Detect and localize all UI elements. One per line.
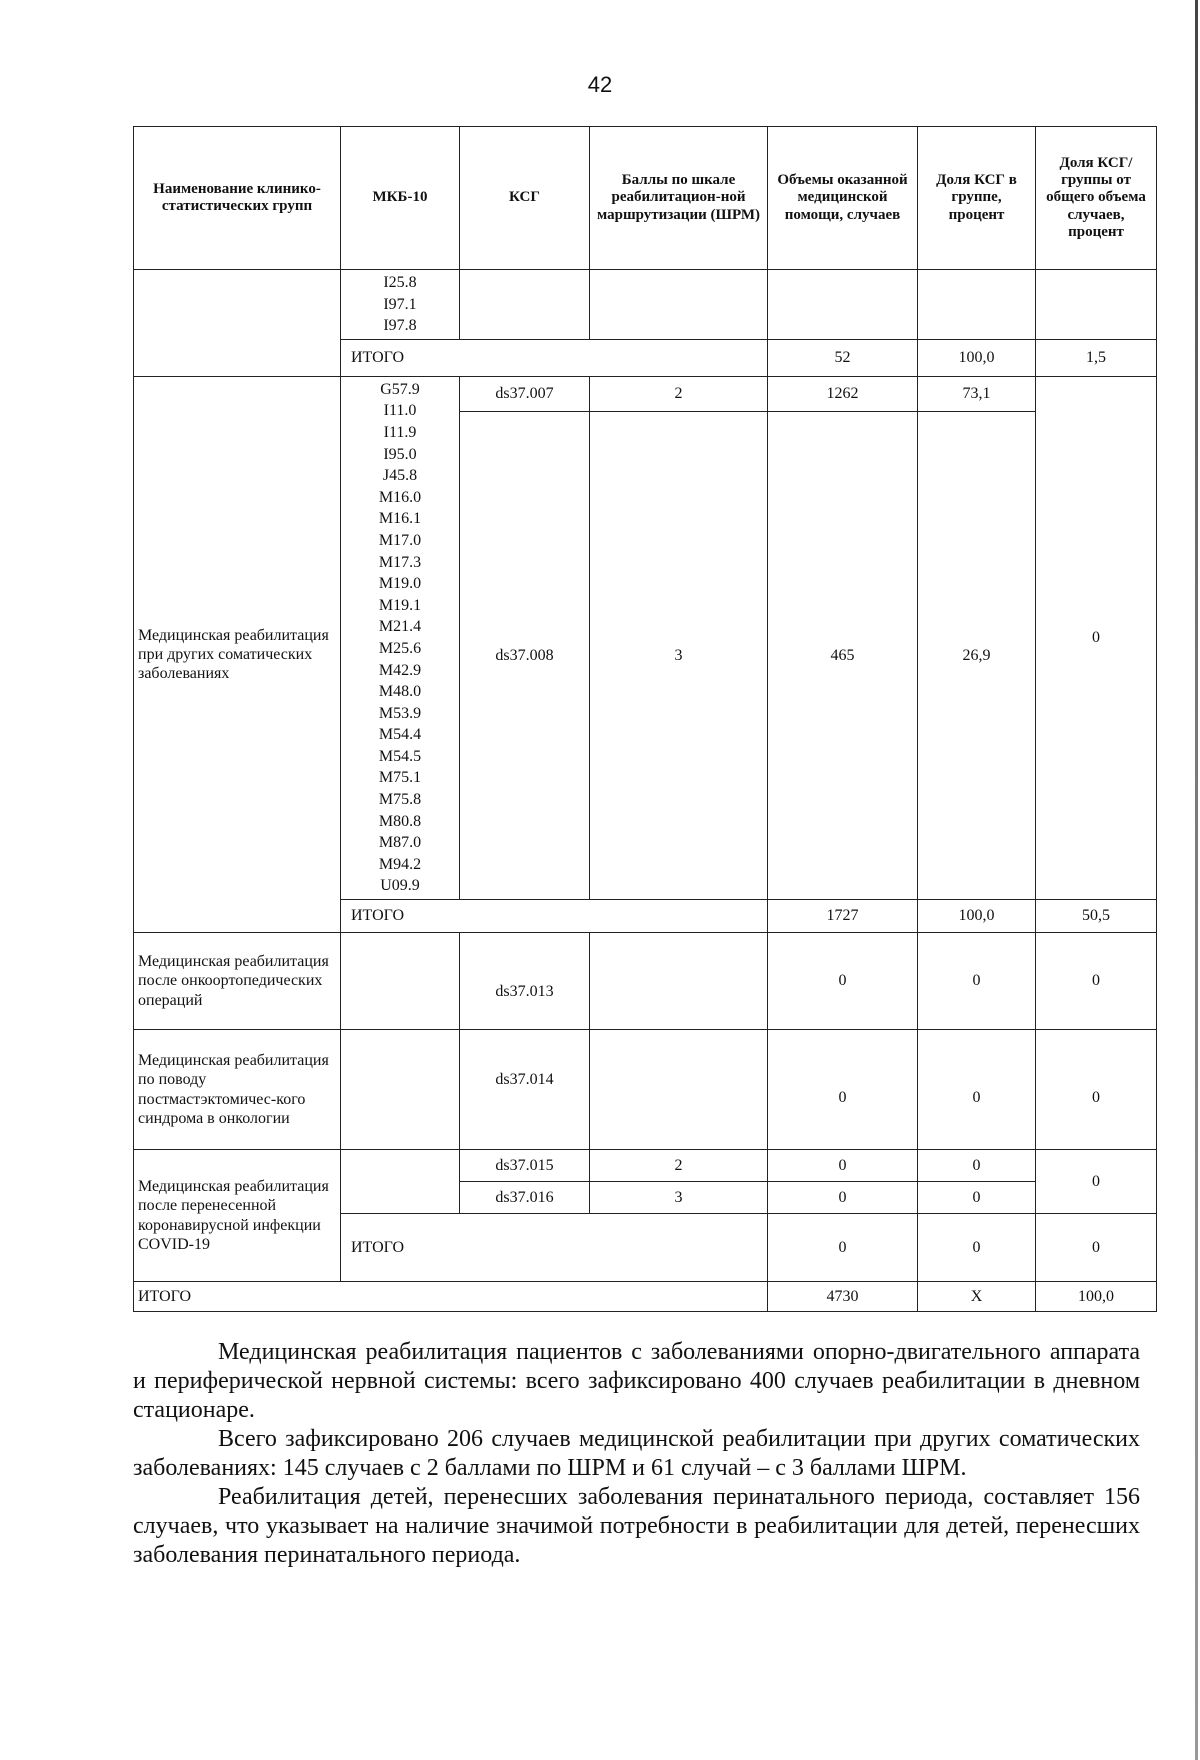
- share-group: 0: [918, 1030, 1036, 1150]
- grand-total-row: [134, 1282, 1157, 1312]
- mkb-code: M19.0: [378, 575, 422, 593]
- group-name: Медицинская реабилитация по поводу постмастэктомичес-кого синдрома в онкологии: [134, 1030, 341, 1150]
- mkb-code: M19.1: [378, 596, 422, 614]
- ksg-code: ds37.016: [460, 1182, 590, 1214]
- volume: 0: [768, 1150, 918, 1182]
- group-name: Медицинская реабилитация после перенесенной коронавирусной инфекции COVID-19: [134, 1150, 341, 1282]
- table-header-row: [134, 127, 1157, 270]
- table-row: [134, 376, 1157, 411]
- paragraph: Всего зафиксировано 206 случаев медицинской реабилитации при других соматических заболеваниях: 145 случаев с 2 баллами по ШРМ и 61 случай – с 3 баллами ШРМ.: [133, 1426, 1140, 1481]
- subtotal-share-total: 0: [1036, 1214, 1157, 1282]
- mkb-code: M16.0: [378, 488, 422, 506]
- grand-total-volume: 4730: [768, 1282, 918, 1312]
- share-group: 0: [918, 933, 1036, 1030]
- subtotal-volume: 1727: [768, 900, 918, 933]
- shrm-score: 3: [590, 412, 768, 900]
- header-group: Наименование клинико-статистических групп: [134, 127, 341, 270]
- mkb-code: M17.3: [378, 553, 422, 571]
- mkb-code: M53.9: [378, 704, 422, 722]
- ksg-statistics-table: [133, 126, 1157, 1312]
- mkb-code: J45.8: [382, 467, 418, 485]
- page-number: 42: [587, 72, 613, 97]
- mkb-code: I97.1: [383, 295, 417, 313]
- group-name: Медицинская реабилитация после онкоортопедических операций: [134, 933, 341, 1030]
- mkb-code: M75.8: [378, 791, 422, 809]
- mkb-code: M25.6: [378, 639, 422, 657]
- volume: 0: [768, 1182, 918, 1214]
- mkb-code: I11.0: [383, 402, 417, 420]
- ksg-code: ds37.008: [460, 412, 590, 900]
- volume: 0: [768, 1030, 918, 1150]
- share-total: 0: [1036, 1030, 1157, 1150]
- subtotal-volume: 0: [768, 1214, 918, 1282]
- subtotal-label: ИТОГО: [341, 339, 768, 376]
- header-ksg: КСГ: [460, 127, 590, 270]
- mkb-code: M21.4: [378, 618, 422, 636]
- paragraph: Медицинская реабилитация пациентов с заболеваниями опорно-двигательного аппарата и периферической нервной системы: всего зафиксировано 400 случаев реабилитации в дневном стационаре.: [133, 1339, 1140, 1423]
- mkb-codes-block2: [341, 376, 460, 899]
- body-text: [133, 1338, 1140, 1570]
- ksg-code: ds37.015: [460, 1150, 590, 1182]
- mkb-code: U09.9: [380, 877, 420, 895]
- mkb-code: I11.9: [383, 423, 417, 441]
- volume: 1262: [768, 376, 918, 411]
- subtotal-share-group: 0: [918, 1214, 1036, 1282]
- header-share-total: Доля КСГ/ группы от общего объема случаев, процент: [1036, 127, 1157, 270]
- share-total: 0: [1036, 376, 1157, 899]
- shrm-score: 3: [590, 1182, 768, 1214]
- mkb-code: M54.5: [378, 747, 422, 765]
- mkb-code: I95.0: [383, 445, 417, 463]
- subtotal-volume: 52: [768, 339, 918, 376]
- group-name: Медицинская реабилитация при других соматических заболеваниях: [134, 376, 341, 932]
- share-group: 0: [918, 1150, 1036, 1182]
- subtotal-label: ИТОГО: [341, 1214, 768, 1282]
- group-cell-empty: [134, 270, 341, 377]
- header-volume: Объемы оказанной медицинской помощи, случаев: [768, 127, 918, 270]
- mkb-code: M42.9: [378, 661, 422, 679]
- mkb-code: M94.2: [378, 855, 422, 873]
- table-row: [134, 1030, 1157, 1150]
- table-row: [134, 933, 1157, 1030]
- header-mkb: МКБ-10: [341, 127, 460, 270]
- share-group: 26,9: [918, 412, 1036, 900]
- subtotal-share-group: 100,0: [918, 900, 1036, 933]
- paragraph: Реабилитация детей, перенесших заболевания перинатального периода, составляет 156 случаев, что указывает на наличие значимой потребности в реабилитации для детей, перенесших заболевания перинатального периода.: [133, 1484, 1140, 1568]
- mkb-codes-block1: [341, 270, 460, 340]
- mkb-code: I25.8: [383, 274, 417, 291]
- mkb-code: M80.8: [378, 812, 422, 830]
- subtotal-label: ИТОГО: [341, 900, 768, 933]
- volume: 465: [768, 412, 918, 900]
- ksg-code: ds37.013: [460, 933, 590, 1030]
- subtotal-share-total: 50,5: [1036, 900, 1157, 933]
- share-total: 0: [1036, 1150, 1157, 1214]
- header-shrm: Баллы по шкале реабилитацион-ной маршрутизации (ШРМ): [590, 127, 768, 270]
- share-total: 0: [1036, 933, 1157, 1030]
- volume: 0: [768, 933, 918, 1030]
- share-group: 0: [918, 1182, 1036, 1214]
- mkb-code: M75.1: [378, 769, 422, 787]
- mkb-code: M87.0: [378, 834, 422, 852]
- table-row: [134, 270, 1157, 340]
- ksg-code: ds37.014: [460, 1030, 590, 1150]
- mkb-code: M16.1: [378, 510, 422, 528]
- mkb-code: M17.0: [378, 531, 422, 549]
- table-row: [134, 1150, 1157, 1182]
- mkb-code: M48.0: [378, 683, 422, 701]
- grand-total-share-group: Х: [918, 1282, 1036, 1312]
- grand-total-label: ИТОГО: [134, 1282, 768, 1312]
- mkb-code: I97.8: [383, 317, 417, 335]
- subtotal-share-total: 1,5: [1036, 339, 1157, 376]
- shrm-score: 2: [590, 376, 768, 411]
- grand-total-share-total: 100,0: [1036, 1282, 1157, 1312]
- mkb-code: G57.9: [380, 380, 420, 398]
- share-group: 73,1: [918, 376, 1036, 411]
- scan-edge-decoration: [1195, 0, 1198, 1760]
- header-share-group: Доля КСГ в группе, процент: [918, 127, 1036, 270]
- shrm-score: 2: [590, 1150, 768, 1182]
- subtotal-share-group: 100,0: [918, 339, 1036, 376]
- ksg-code: ds37.007: [460, 376, 590, 411]
- mkb-code: M54.4: [378, 726, 422, 744]
